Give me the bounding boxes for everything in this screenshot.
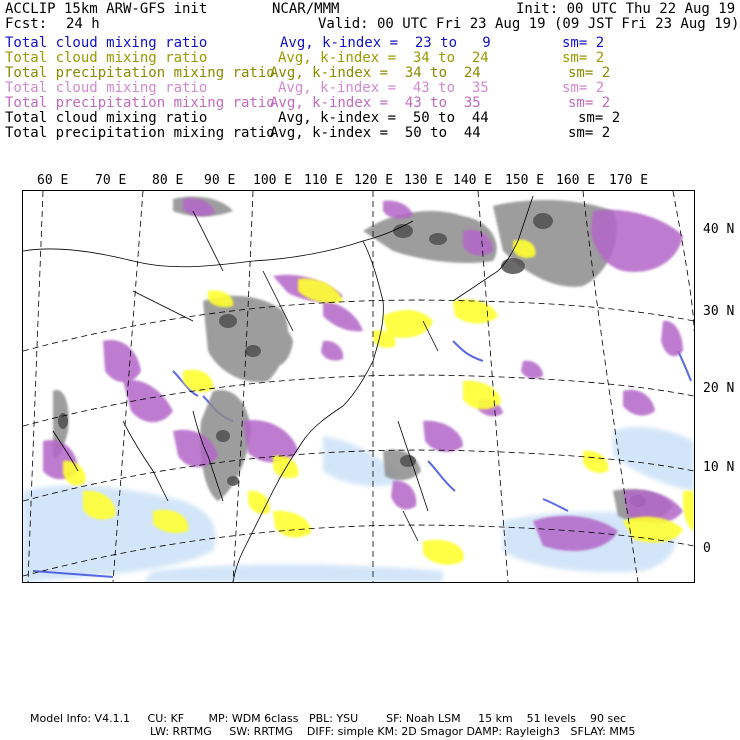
legend-field: Total precipitation mixing ratio [5, 65, 275, 81]
legend-avg: Avg, k-index = 50 to 44 [270, 125, 481, 141]
lon-label: 100 E [253, 173, 293, 188]
lon-label: 90 E [204, 173, 236, 188]
lon-label: 70 E [95, 173, 127, 188]
lon-label: 170 E [609, 173, 649, 188]
legend-avg: Avg, k-index = 43 to 35 [278, 80, 489, 96]
lon-label: 60 E [37, 173, 69, 188]
legend-row [5, 111, 735, 126]
legend-field: Total precipitation mixing ratio [5, 95, 275, 111]
model-info-line-2: LW: RRTMG SW: RRTMG DIFF: simple KM: 2D Smagor DAMP: Rayleigh3 SFLAY: MM5 [150, 725, 636, 738]
legend-row [5, 126, 735, 141]
legend-avg: Avg, k-index = 23 to 9 [280, 35, 491, 51]
legend-sm: sm= 2 [568, 125, 611, 141]
legend-avg: Avg, k-index = 50 to 44 [278, 110, 489, 126]
lon-label: 160 E [556, 173, 596, 188]
map-svg [23, 191, 694, 582]
legend-sm: sm= 2 [568, 65, 611, 81]
legend-row [5, 66, 735, 81]
legend-field: Total cloud mixing ratio [5, 35, 208, 51]
legend-field: Total cloud mixing ratio [5, 110, 208, 126]
lat-label: 30 N [703, 304, 735, 319]
legend-avg: Avg, k-index = 34 to 24 [278, 50, 489, 66]
model-title: ACCLIP 15km ARW-GFS init [5, 1, 208, 17]
legend-field: Total cloud mixing ratio [5, 80, 208, 96]
lon-label: 150 E [505, 173, 545, 188]
forecast-map [22, 190, 695, 583]
model-info-line-1: Model Info: V4.1.1 CU: KF MP: WDM 6class PBL: YSU SF: Noah LSM 15 km 51 levels 90 sec [30, 712, 627, 725]
legend-row [5, 96, 735, 111]
legend-sm: sm= 2 [562, 50, 605, 66]
legend-field: Total cloud mixing ratio [5, 50, 208, 66]
lon-label: 140 E [453, 173, 493, 188]
lon-label: 110 E [304, 173, 344, 188]
valid-time: Valid: 00 UTC Fri 23 Aug 19 (09 JST Fri 23 Aug 19) [318, 16, 740, 32]
fcst-value: 24 h [66, 16, 100, 32]
legend-sm: sm= 2 [568, 95, 611, 111]
lat-label: 20 N [703, 381, 735, 396]
lat-label: 0 [703, 541, 711, 556]
legend-sm: sm= 2 [562, 35, 605, 51]
light-blue-cloud-field [23, 427, 694, 582]
lon-label: 80 E [152, 173, 184, 188]
legend-row [5, 36, 735, 51]
lon-label: 130 E [404, 173, 444, 188]
legend-sm: sm= 2 [562, 80, 605, 96]
legend-avg: Avg, k-index = 43 to 35 [270, 95, 481, 111]
legend-avg: Avg, k-index = 34 to 24 [270, 65, 481, 81]
legend-row [5, 81, 735, 96]
legend-field: Total precipitation mixing ratio [5, 125, 275, 141]
legend-sm: sm= 2 [578, 110, 621, 126]
lat-label: 10 N [703, 460, 735, 475]
lon-label: 120 E [354, 173, 394, 188]
fcst-label: Fcst: [5, 16, 48, 32]
center-label: NCAR/MMM [272, 1, 340, 17]
init-time: Init: 00 UTC Thu 22 Aug 19 [516, 1, 736, 17]
lat-label: 40 N [703, 222, 735, 237]
legend-row [5, 51, 735, 66]
